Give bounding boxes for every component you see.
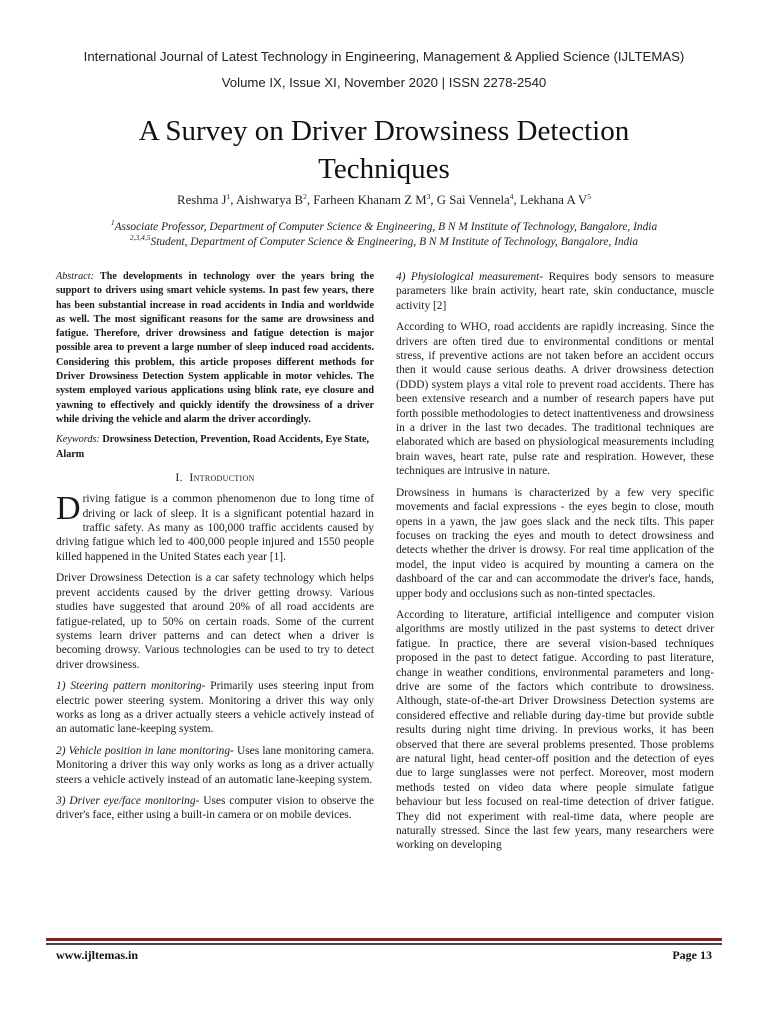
paper-title-line-2: Techniques (318, 153, 450, 185)
author: Lekhana A $V^5$ (519, 192, 591, 207)
affiliation-1: $^1$Associate Professor, Department of Computer Science & Engineering, B N M Institute of Technology, Bangalore, India (110, 218, 658, 233)
journal-name: International Journal of Latest Technology in Engineering, Management & Applied Science (IJLTEMAS) (83, 49, 685, 64)
author: Reshma $J^1$ (177, 192, 231, 207)
author: Farheen Khanam Z $M^3$ (313, 192, 431, 207)
paper-title (60, 112, 708, 188)
footer-rule-dark (46, 943, 722, 945)
who-paragraph: According to WHO, road accidents are rapidly increasing. Since the drivers are often tired due to environmental conditions or mental stress, if preventive actions are not taken before an accident occurs then it would cause serious deaths. A driver drowsiness detection (DDD) system plays a vital role to prevent road accidents. There has been extensive research and a number of research papers have put forth possible methodologies to detect inattentiveness and drowsiness in a driver in the last two decades. The traditional techniques are elaborated which are based on physiological measurements including brain waves, heart rate, pulse rate and respiration. However, these techniques are intrusive in nature. (396, 321, 714, 478)
technique-steering: 1) Steering pattern monitoring- Primarily uses steering input from electric power steering system. Monitoring a driver this way only works as long as a driver actually steers a vehicle actively instead of an automatic lane-keeping system. (56, 680, 374, 736)
affiliation-2: $^{2,3,4,5}$Student, Department of Computer Science & Engineering, B N M Institute of Technology, Bangalore, India (129, 233, 639, 248)
left-column (56, 270, 374, 830)
technique-eye-face: 3) Driver eye/face monitoring- Uses computer vision to observe the driver's face, either using a built-in camera or on mobile devices. (56, 794, 375, 822)
abstract (56, 270, 374, 427)
drowsiness-humans-paragraph: Drowsiness in humans is characterized by a few very specific movements and facial expressions - the eyes begin to close, mouth opens in a yawn, the jaw goes slack and the neck tilts. This paper focuses on tracking the eyes and mouth to detect drowsiness and detects whether the driver is drowsy. For real time application of the model, the input video is acquired by mounting a camera on the dashboard of the car and can accommodate the driver's face, hands, upper body and occlusions such as non-tinted spectacles. (396, 486, 714, 600)
section-heading-introduction: I. Introduction (175, 469, 255, 484)
technique-physiological: 4) Physiological measurement- Requires body sensors to measure parameters like brain activity, heart rate, skin conductance, muscle activity [2] (396, 271, 714, 312)
author: Aishwarya $B^2$ (235, 192, 307, 207)
author: G Sai Vennela$^4$ (436, 192, 514, 207)
drop-cap: D (56, 490, 81, 528)
journal-header (0, 44, 768, 96)
footer-page-number: Page 13 (672, 948, 712, 962)
keywords-label: Keywords: (56, 434, 100, 446)
footer-website: www.ijltemas.in (56, 948, 138, 962)
abstract-text: The developments in technology over the years bring the support to drivers using smart vehicle systems. In past few years, there has been substantial increase in road accidents in India and worldwide as well. The most significant reasons for the same are drowsiness and fatigue. Therefore, driver drowsiness and fatigue detection is major possible area to prevent a large number of sleep induced road accidents. Considering this problem, this article proposes different methods for Driver Drowsiness Detection System applicable in motor vehicles. The system employed various applications using blink rate, eye closure and yawning to effectively and quickly identify the drowsiness of a driver while driving the vehicle and alarm the driver accordingly. (56, 271, 374, 425)
paper-title-line-1: A Survey on Driver Drowsiness Detection (138, 115, 630, 147)
keywords (56, 433, 374, 462)
right-column (396, 270, 714, 860)
intro-paragraph: Driving fatigue is a common phenomenon due to long time of driving or lack of sleep. It is a significant potential hazard in traffic safety. As many as 100,000 traffic accidents caused by driving fatigue which led to 400,000 people injured and 1550 people killed happened in the United States each year [1]. (56, 490, 374, 563)
ddd-paragraph: Driver Drowsiness Detection is a car safety technology which helps prevent accidents caused by the driver getting drowsy. Various studies have suggested that around 20% of all road accidents are fatigue-related, up to 50% on certain roads. Some of the current systems learn driver patterns and can detect when a driver is becoming drowsy. Various technologies can be used to try to detect driver drowsiness. (56, 572, 374, 671)
literature-paragraph: According to literature, artificial intelligence and computer vision algorithms are mostly utilized in the past systems to detect driver fatigue. In practice, there are several vision-based techniques proposed in the past to detect fatigue. According to past literature, change in weather conditions, environmental parameters and long-drive are some of the factors which contribute to drowsiness. Although, state-of-the-art Driver Drowsiness Detection systems are considered effective and reliable during day-time but provide subtle results during night time driving. In previous works, it has been observed that there are several problems presented. Those problems are natural light, head center-off position and the detection of eyes due to large sunglasses were not perfect. Moreover, most modern methods tested on video data where people simulate fatigue behaviour but less focused on real-time detection of driver fatigue. They did not experiment with real-time data, where people are naturally stressed. Since the last few years, many researchers were working on developing (396, 608, 714, 852)
technique-lane-position: 2) Vehicle position in lane monitoring- Uses lane monitoring camera. Monitoring a driver this way only works as long as a driver actually steers a vehicle actively instead of an automatic lane-keeping system. (56, 744, 374, 786)
author-list: Reshma $J^1$, Aishwarya $B^2$, Farheen Khanam Z $M^3$, G Sai Vennela$^4$, Lekhana A $V^5$ (177, 192, 591, 207)
journal-volume-issn: Volume IX, Issue XI, November 2020 | ISSN 2278-2540 (221, 75, 547, 90)
keywords-text: Drowsiness Detection, Prevention, Road Accidents, Eye State, Alarm (56, 434, 370, 460)
footer-rule-accent (46, 938, 722, 941)
abstract-label: Abstract: (56, 271, 94, 282)
